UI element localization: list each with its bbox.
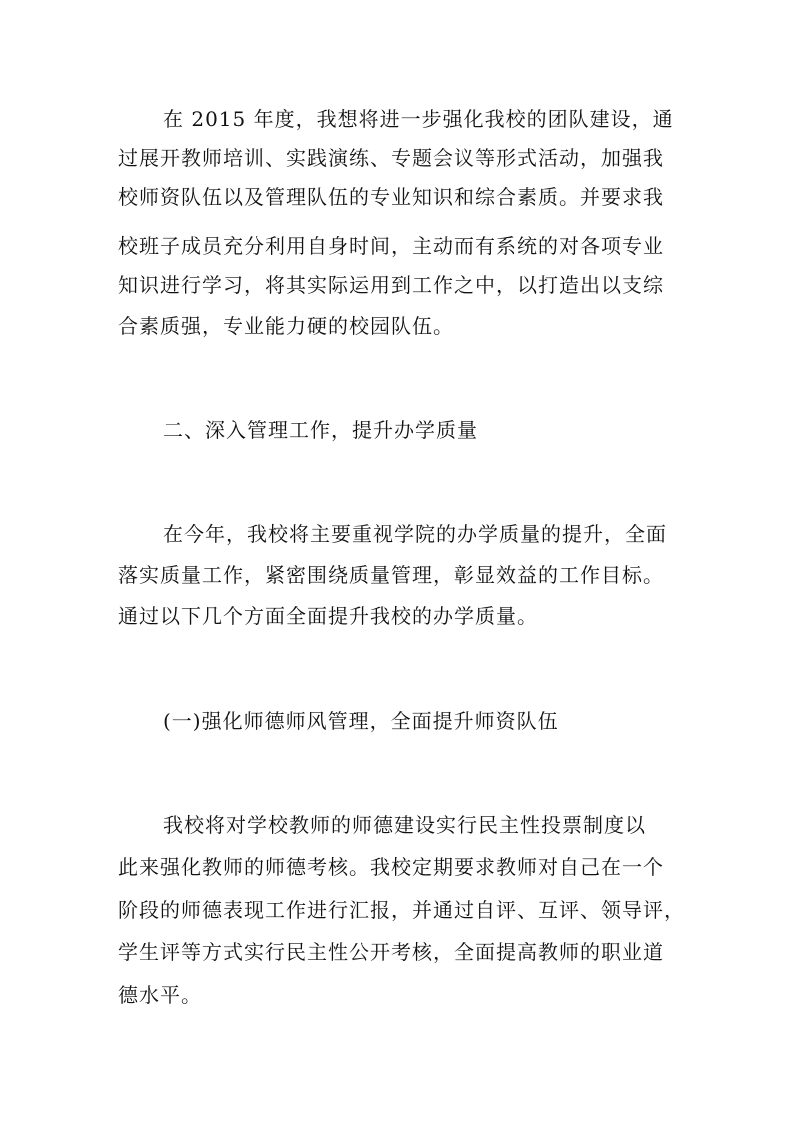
paragraph-2-line-1: 在今年，我校将主要重视学院的办学质量的提升，全面 [163,522,667,546]
paragraph-3-line-5: 德水平。 [118,983,202,1007]
paragraph-1-line-5: 知识进行学习，将其实际运用到工作之中，以打造出以支综 [118,273,664,297]
section-heading: 二、深入管理工作，提升办学质量 [163,418,478,442]
paragraph-3-line-3: 阶段的师德表现工作进行汇报，并通过自评、互评、领导评， [118,898,685,922]
paragraph-1-line-1: 在 2015 年度，我想将进一步强化我校的团队建设，通 [163,107,674,131]
paragraph-1-line-2: 过展开教师培训、实践演练、专题会议等形式活动，加强我 [118,146,664,170]
paragraph-1-line-4: 校班子成员充分利用自身时间，主动而有系统的对各项专业 [118,234,664,258]
paragraph-1-line-3: 校师资队伍以及管理队伍的专业知识和综合素质。并要求我 [118,185,664,209]
paragraph-2-line-2: 落实质量工作，紧密围绕质量管理，彰显效益的工作目标。 [118,563,664,587]
paragraph-3-line-2: 此来强化教师的师德考核。我校定期要求教师对自己在一个 [118,855,664,879]
subsection-heading: (一)强化师德师风管理，全面提升师资队伍 [163,709,559,733]
paragraph-2-line-3: 通过以下几个方面全面提升我校的办学质量。 [118,604,538,628]
paragraph-3-line-1: 我校将对学校教师的师德建设实行民主性投票制度以 [163,813,646,837]
paragraph-1-line-6: 合素质强，专业能力硬的校园队伍。 [118,314,454,338]
paragraph-3-line-4: 学生评等方式实行民主性公开考核，全面提高教师的职业道 [118,940,664,964]
